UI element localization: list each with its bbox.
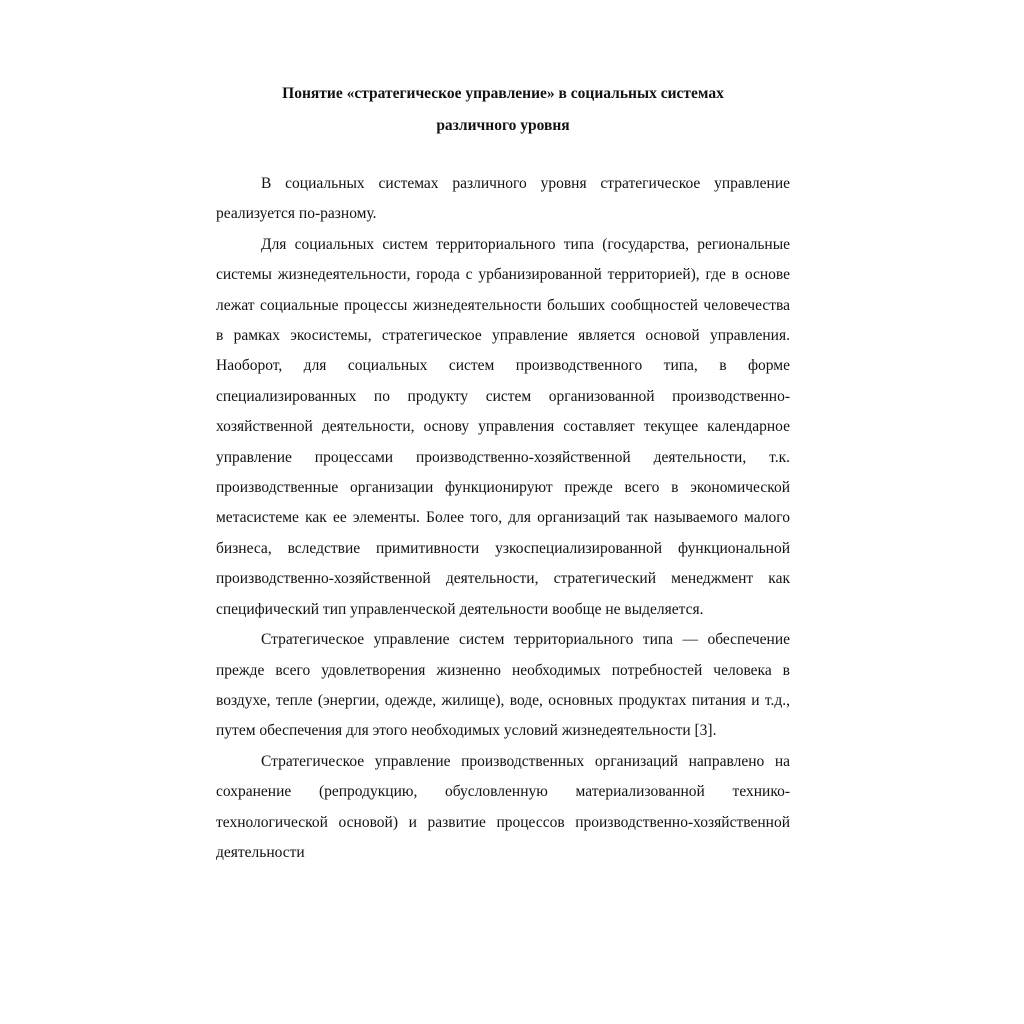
title-line-1: Понятие «стратегическое управление» в социальных системах — [282, 85, 724, 102]
title-line-2: различного уровня — [436, 117, 570, 134]
document-title — [216, 78, 790, 142]
paragraph-1: В социальных системах различного уровня стратегическое управление реализуется по-разному. — [216, 175, 790, 223]
paragraph-3: Стратегическое управление систем территориального типа — обеспечение прежде всего удовлетворения жизненно необходимых потребностей человека в воздухе, тепле (энергии, одежде, жилище), воде, основных продуктах питания и т.д., путем обеспечения для этого необходимых условий жизнедеятельности [3]. — [216, 631, 790, 740]
paragraph-4: Стратегическое управление производственных организаций направлено на сохранение (репродукцию, обусловленную материализованной технико-технологической основой) и развитие процессов производственно-хозяйственной деятельности — [216, 752, 790, 861]
document-text-area — [216, 78, 790, 946]
paragraph-2: Для социальных систем территориального типа (государства, региональные системы жизнедеятельности, города с урбанизированной территорией), где в основе лежат социальные процессы жизнедеятельности больших сообщностей человечества в рамках экосистемы, стратегическое управление является основой управления. Наоборот, для социальных систем производственного типа, в форме специализированных по продукту систем организованной производственно-хозяйственной деятельности, основу управления составляет текущее календарное управление процессами производственно-хозяйственной деятельности, т.к. производственные организации функционируют прежде всего в экономической метасистеме как ее элементы. Более того, для организаций так называемого малого бизнеса, вследствие примитивности узкоспециализированной функциональной производственно-хозяйственной деятельности, стратегический менеджмент как специфический тип управленческой деятельности вообще не выделяется. — [216, 235, 790, 618]
document-body — [216, 169, 790, 868]
